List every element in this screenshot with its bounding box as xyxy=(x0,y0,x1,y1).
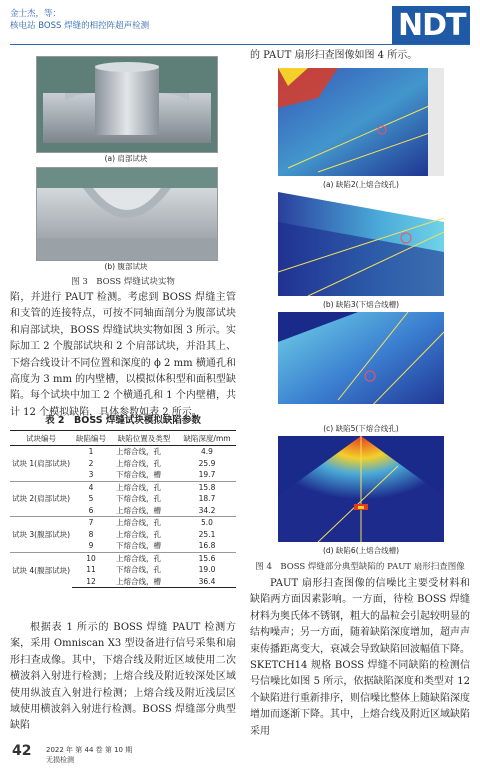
table-cell: 下熔合线，槽 xyxy=(116,470,161,480)
table-cell: 9 xyxy=(88,541,94,551)
figure4-sub-b: (b) 缺陷3(下熔合线槽) xyxy=(322,300,400,309)
right-paragraph: PAUT 扇形扫查图像的信噪比主要受材料和缺陷两方面因素影响。一方面，待检 BOSS 焊缝材料为奥氏体不锈钢，粗大的晶粒会引起较明显的结构噪声；另一方面，随着缺陷深度增加，超声声束传播距离变大，衰减会导致缺陷回波幅值下降。SKETCH14 规格 BOSS 焊缝不同缺陷的检测信号信噪比如图 5 所示，依据缺陷深度和类型对 12 个缺陷进行重新排序，则信噪比整体上随缺陷深度增加而逐渐下降。其中，上熔合线及附近区域缺陷采用 xyxy=(250,578,470,737)
header-article-title: 核电站 BOSS 焊缝的相控阵超声检测 xyxy=(10,21,150,31)
table-cell: 25.1 xyxy=(198,529,216,539)
header-rule xyxy=(10,44,470,45)
figure4-sub-d: (d) 缺陷6(上熔合线槽) xyxy=(322,546,400,555)
figure4-sub-a: (a) 缺陷2(上熔合线孔) xyxy=(323,180,399,189)
table-cell: 15.8 xyxy=(178,481,236,493)
table-cell: 上熔合线，孔 xyxy=(110,552,178,564)
table2-header-cell: 试块编号 xyxy=(10,431,72,446)
table-cell: 11 xyxy=(86,565,96,575)
table-cell: 下熔合线，孔 xyxy=(116,565,161,575)
shoulder-block-image xyxy=(37,57,217,152)
table-cell: 16.8 xyxy=(198,541,216,551)
journal-issue: 2022 年 第 44 卷 第 10 期 xyxy=(46,746,133,754)
table-row xyxy=(10,517,236,529)
table-cell: 8 xyxy=(88,529,94,539)
table2 xyxy=(10,430,236,588)
table2-header-cell: 缺陷位置及类型 xyxy=(110,431,178,446)
right-column-intro xyxy=(250,48,470,64)
scan-c-image xyxy=(278,312,444,420)
figure3-caption: 图 3 BOSS 焊缝试块实物 xyxy=(71,277,175,287)
page-number: 42 xyxy=(12,743,32,759)
figure4-caption: 图 4 BOSS 焊缝部分典型缺陷的 PAUT 扇形扫查图像 xyxy=(255,562,465,572)
scan-a-image xyxy=(278,68,444,176)
figure3-sub-a: (a) 肩部试块 xyxy=(104,154,148,163)
table-cell: 12 xyxy=(72,576,110,588)
table-cell: 上熔合线，槽 xyxy=(116,505,161,515)
table2-title: 表 2 BOSS 焊缝试块模拟缺陷参数 xyxy=(45,415,201,426)
table-cell: 1 xyxy=(88,447,94,457)
table-cell: 25.9 xyxy=(198,458,216,468)
table-cell-block: 试块 2(肩部试块) xyxy=(10,481,72,517)
figure4-sub-c: (c) 缺陷5(下熔合线孔) xyxy=(323,424,399,433)
table-cell: 下熔合线，孔 xyxy=(116,494,161,504)
table-cell: 36.4 xyxy=(178,576,236,588)
table-cell-block: 试块 1(肩部试块) xyxy=(11,458,70,468)
table2-grid xyxy=(10,430,236,588)
table-cell: 下熔合线，槽 xyxy=(116,541,161,551)
table-cell: 上熔合线，孔 xyxy=(116,529,161,539)
running-header xyxy=(10,8,149,32)
journal-logo xyxy=(392,6,470,44)
belly-block-image xyxy=(37,168,217,260)
right-column-body xyxy=(250,576,470,740)
figure4-scan-b xyxy=(278,192,444,296)
table-cell: 5.0 xyxy=(178,517,236,529)
journal-name: 无损检测 xyxy=(46,756,74,764)
table-row xyxy=(10,552,236,564)
table-cell: 34.2 xyxy=(198,505,216,515)
table-cell: 4 xyxy=(72,481,110,493)
journal-info xyxy=(46,745,132,765)
right-intro: 的 PAUT 扇形扫查图像如图 4 所示。 xyxy=(250,50,418,61)
table-row xyxy=(10,446,236,458)
table2-header-cell: 缺陷深度/mm xyxy=(178,431,236,446)
scan-b-image xyxy=(278,192,444,296)
header-authors: 金士杰，等： xyxy=(10,9,62,19)
table2-header-row xyxy=(10,431,236,446)
table-cell: 19.7 xyxy=(198,470,216,480)
table-cell: 15.6 xyxy=(178,552,236,564)
table-cell: 5 xyxy=(88,494,94,504)
table-row xyxy=(10,481,236,493)
figure4-scan-a xyxy=(278,68,444,176)
figure4-scan-c xyxy=(278,312,444,420)
table2-header-cell: 缺陷编号 xyxy=(72,431,110,446)
table-cell-block: 试块 3(腹部试块) xyxy=(10,517,72,553)
figure3-sub-b: (b) 腹部试块 xyxy=(104,262,148,271)
left-paragraph-1: 陷，并进行 PAUT 检测。考虑到 BOSS 焊缝主管和支管的连接特点，可按不同轴面剖分为腹部试块和肩部试块，BOSS 焊缝试块实物如图 3 所示。实际加工 2 个腹部试块和 2 个肩部试块，并沿其上、下熔合线设计不同位置和深度的 ϕ 2 mm 横通孔和高度为 3 mm 的内壁槽，以模拟体积型和面积型缺陷。每个试块中加工 2 个横通孔和 1 个内壁槽，共计 12 个模拟缺陷，具体参数如表 2 所示。 xyxy=(10,292,236,418)
table-cell: 4.9 xyxy=(201,447,213,457)
left-column-lower xyxy=(10,620,236,735)
table-cell: 18.7 xyxy=(198,494,216,504)
left-column-upper xyxy=(10,290,236,421)
table-cell: 3 xyxy=(88,470,94,480)
table-cell: 6 xyxy=(88,505,94,515)
table-cell: 上熔合线，孔 xyxy=(116,447,161,457)
figure4-scan-d xyxy=(278,436,444,542)
table-cell: 上熔合线，槽 xyxy=(110,576,178,588)
logo-text: NDT xyxy=(398,8,466,43)
table-cell: 10 xyxy=(72,552,110,564)
figure3-photo-belly-block xyxy=(36,167,218,261)
table-cell: 19.0 xyxy=(198,565,216,575)
table-cell: 2 xyxy=(88,458,94,468)
scan-d-image xyxy=(278,436,444,542)
left-paragraph-2: 根据表 1 所示的 BOSS 焊缝 PAUT 检测方案，采用 Omniscan X3 型设备进行信号采集和扇形扫查成像。其中，下熔合线及附近区域使用二次横波斜入射进行检测；上熔合线及附近较深处区域使用纵波直入射进行检测；上熔合线及附近浅层区域使用横波斜入射进行检测。BOSS 焊缝部分典型缺陷 xyxy=(10,622,236,732)
table-cell: 上熔合线，孔 xyxy=(116,458,161,468)
table-cell-block: 试块 4(腹部试块) xyxy=(10,552,72,588)
table-cell: 上熔合线，孔 xyxy=(110,517,178,529)
figure3-photo-shoulder-block xyxy=(36,56,218,153)
table-cell: 上熔合线，孔 xyxy=(110,481,178,493)
table-cell: 7 xyxy=(72,517,110,529)
